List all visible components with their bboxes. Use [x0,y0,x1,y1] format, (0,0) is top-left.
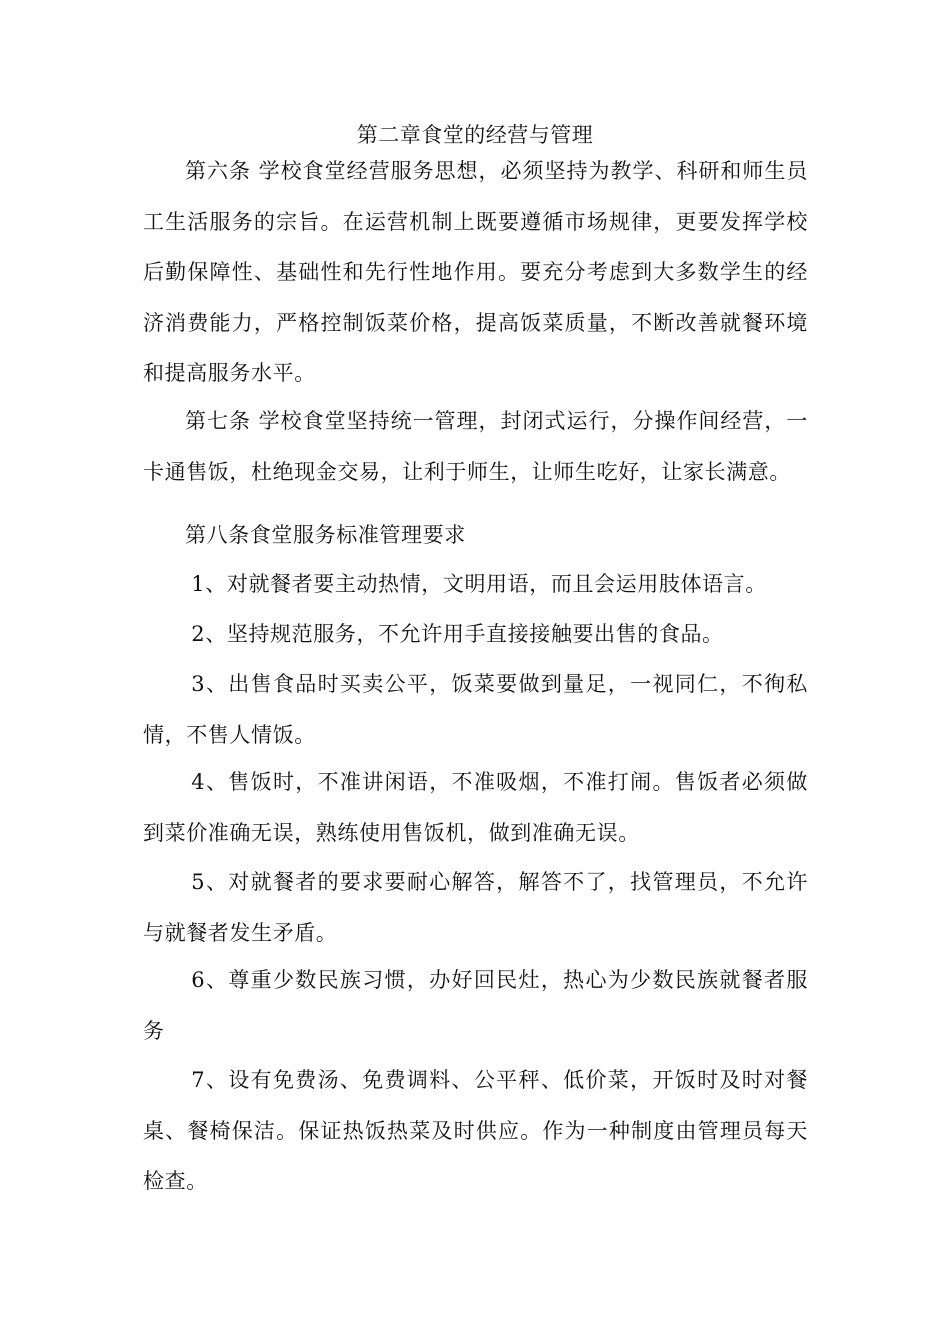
list-item-3: 3、出售食品时买卖公平，饭菜要做到量足，一视同仁，不徇私情，不售人情饭。 [143,672,808,747]
list-item-7: 7、设有免费汤、免费调料、公平秤、低价菜，开饭时及时对餐桌、餐椅保洁。保证热饭热菜及时供应。作为一种制度由管理员每天检查。 [143,1068,808,1193]
list-item-6: 6、尊重少数民族习惯，办好回民灶，热心为少数民族就餐者服务 [143,968,808,1043]
chapter-title: 第二章食堂的经营与管理 [356,123,594,147]
list-item-4: 4、售饭时，不准讲闲语，不准吸烟，不准打闹。售饭者必须做到菜价准确无误，熟练使用售饭机，做到准确无误。 [143,770,808,845]
article-6-paragraph: 第六条 学校食堂经营服务思想，必须坚持为教学、科研和师生员工生活服务的宗旨。在运营机制上既要遵循市场规律，更要发挥学校后勤保障性、基础性和先行性地作用。要充分考虑到大多数学生的经济消费能力，严格控制饭菜价格，提高饭菜质量，不断改善就餐环境和提高服务水平。 [143,159,808,385]
article-7-paragraph: 第七条 学校食堂坚持统一管理，封闭式运行，分操作间经营，一卡通售饭，杜绝现金交易，让利于师生，让师生吃好，让家长满意。 [143,409,808,484]
list-item-5: 5、对就餐者的要求要耐心解答，解答不了，找管理员，不允许与就餐者发生矛盾。 [143,870,808,945]
list-item-1: 1、对就餐者要主动热情，文明用语，而且会运用肢体语言。 [191,572,767,596]
article-8-heading: 第八条食堂服务标准管理要求 [185,523,466,547]
list-item-2: 2、坚持规范服务，不允许用手直接接触要出售的食品。 [191,622,724,646]
